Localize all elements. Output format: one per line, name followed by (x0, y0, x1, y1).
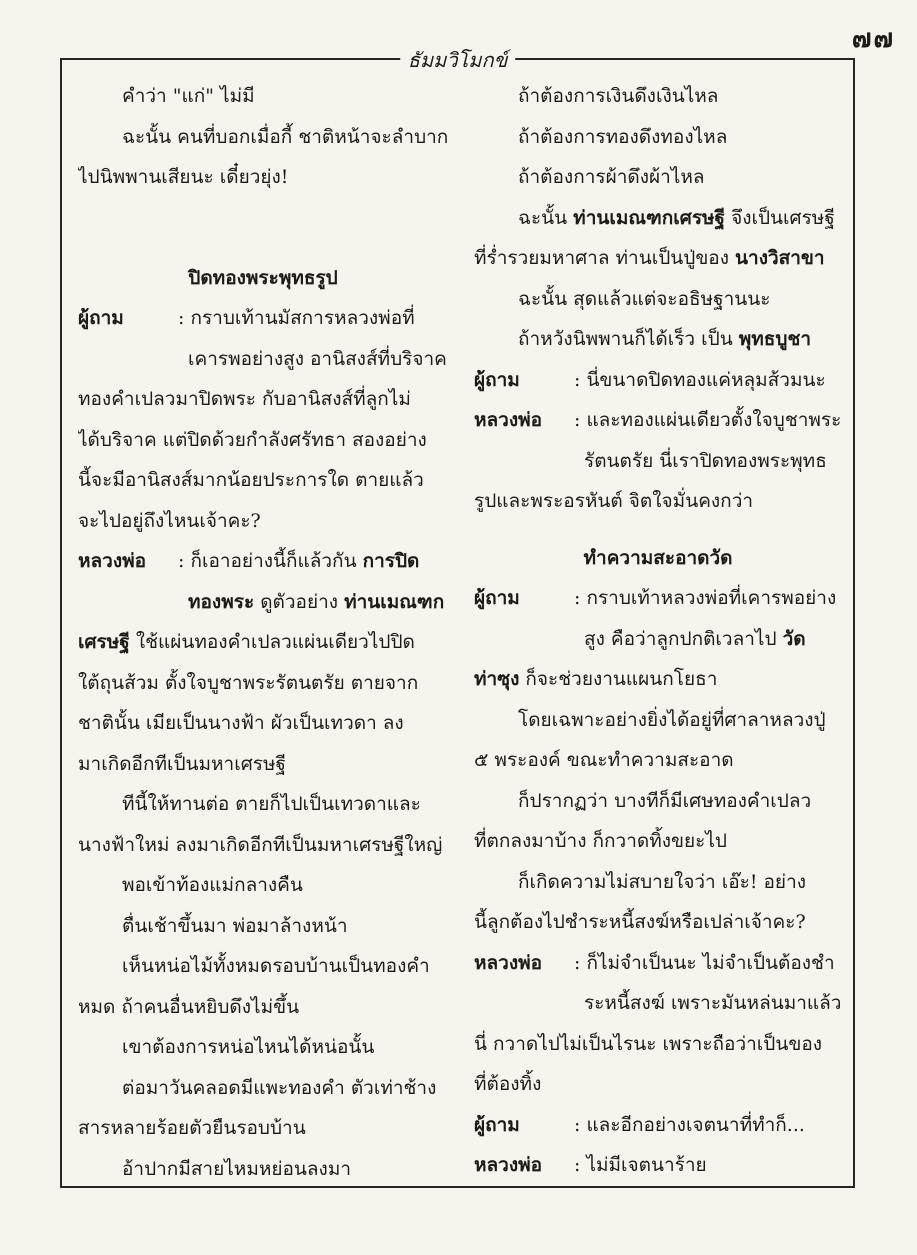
text-line: พอเข้าท้องแม่กลางคืน (122, 874, 303, 896)
text-line (474, 238, 842, 279)
text-line: หมด ถ้าคนอื่นหยิบดึงไม่ขึ้น (78, 995, 300, 1018)
text-line (474, 619, 842, 660)
text-line: เขาต้องการหน่อไหนได้หน่อนั้น (122, 1036, 375, 1058)
text-span: สูง คือว่าลูกปกติเวลาไป (584, 627, 777, 650)
text-line: ตื่นเช้าขึ้นมา พ่อมาล้างหน้า (122, 914, 348, 937)
text-line: สารหลายร้อยตัวยืนรอบบ้าน (78, 1117, 306, 1139)
text-line: ต่อมาวันคลอดมีแพะทองคำ ตัวเท่าช้าง (122, 1076, 437, 1099)
text-line: นี้จะมีอานิสงส์มากน้อยประการใด ตายแล้ว (78, 469, 424, 491)
text-span: เศรษฐี (78, 631, 130, 653)
text-line (474, 1145, 842, 1186)
speaker-label: ผู้ถาม (474, 587, 520, 609)
text-span: การปิด (362, 550, 420, 572)
text-span: ท่านเมณฑกเศรษฐี (573, 206, 726, 229)
text-span: : ก็ไม่จำเป็นนะ ไม่จำเป็นต้องชำ (574, 951, 835, 974)
text-line: รัตนตรัย นี่เราปิดทองพระพุทธ (584, 449, 827, 472)
text-line (474, 319, 842, 360)
text-line: ทีนี้ให้ทานต่อ ตายก็ไปเป็นเทวดาและ (122, 793, 421, 815)
text-line: ถ้าต้องการทองดึงทองไหล (518, 125, 728, 148)
text-line: ชาตินั้น เมียเป็นนางฟ้า ผัวเป็นเทวดา ลง (78, 712, 404, 734)
text-span: : กราบเท้าหลวงพ่อที่เคารพอย่าง (574, 587, 837, 609)
text-line: นางฟ้าใหม่ ลงมาเกิดอีกทีเป็นมหาเศรษฐีใหญ่ (78, 833, 443, 856)
speaker-label: ผู้ถาม (474, 368, 520, 391)
text-line: ๕ พระองค์ ขณะทำความสะอาด (474, 749, 734, 771)
text-line: อ้าปากมีสายไหมหย่อนลงมา (122, 1157, 352, 1180)
text-line: คำว่า "แก่" ไม่มี (122, 85, 255, 107)
text-line: ที่ต้องทิ้ง (474, 1073, 542, 1095)
speaker-label: หลวงพ่อ (474, 951, 543, 974)
text-line: ใต้ถุนส้วม ตั้งใจบูชาพระรัตนตรัย ตายจาก (78, 671, 419, 694)
text-line (78, 541, 448, 582)
text-span: ท่านเมณฑก (344, 590, 445, 613)
text-line: รูปและพระอรหันต์ จิตใจมั่นคงกว่า (474, 490, 754, 512)
text-line: มาเกิดอีกทีเป็นมหาเศรษฐี (78, 752, 286, 775)
text-line (78, 582, 448, 623)
text-span: ทองพระ (188, 590, 255, 613)
text-span: ถ้าหวังนิพพานก็ได้เร็ว เป็น (518, 328, 733, 350)
speaker-label: ผู้ถาม (474, 1113, 520, 1136)
text-line: เห็นหน่อไม้ทั้งหมดรอบบ้านเป็นทองคำ (122, 955, 430, 977)
text-line: ก็ปรากฏว่า บางทีก็มีเศษทองคำเปลว (518, 789, 812, 812)
text-line: จะไปอยู่ถึงไหนเจ้าคะ? (78, 509, 261, 532)
text-line: ไปนิพพานเสียนะ เดี๋ยวยุ่ง! (78, 166, 289, 188)
page-number: ๗๗ (851, 24, 895, 54)
text-line (474, 400, 842, 441)
text-line: นี้ลูกต้องไปชำระหนี้สงฆ์หรือเปล่าเจ้าคะ? (474, 911, 806, 933)
text-line: โดยเฉพาะอย่างยิ่งได้อยู่ที่ศาลาหลวงปู่ (518, 708, 826, 731)
text-line (78, 622, 448, 663)
text-span: : นี่ขนาดปิดทองแค่หลุมส้วมนะ (574, 368, 826, 391)
speaker-label: หลวงพ่อ (474, 1154, 543, 1176)
text-line: ทองคำเปลวมาปิดพระ กับอานิสงส์ที่ลูกไม่ (78, 388, 411, 410)
text-line (474, 659, 842, 700)
text-line: ฉะนั้น คนที่บอกเมื่อกี้ ชาติหน้าจะลำบาก (122, 125, 448, 148)
text-span: ท่าซุง (474, 668, 520, 690)
text-line: ระหนี้สงฆ์ เพราะมันหล่นมาแล้ว (584, 992, 842, 1014)
right-column (474, 76, 842, 1174)
text-line (474, 578, 842, 619)
text-span: ฉะนั้น (518, 206, 568, 229)
text-line: ก็เกิดความไม่สบายใจว่า เอ๊ะ! อย่าง (518, 870, 807, 893)
text-span: : ก็เอาอย่างนี้ก็แล้วกัน (178, 550, 357, 572)
text-span: ดูตัวอย่าง (260, 590, 339, 613)
text-span: นางวิสาขา (735, 247, 825, 269)
text-span: วัด (782, 627, 806, 650)
text-line (474, 1105, 842, 1146)
text-span: : ไม่มีเจตนาร้าย (574, 1154, 707, 1176)
speaker-label: หลวงพ่อ (78, 550, 147, 572)
text-span: : และทองแผ่นเดียวตั้งใจบูชาพระ (574, 409, 842, 431)
section-heading: ทำความสะอาดวัด (583, 546, 733, 569)
text-line: ถ้าต้องการผ้าดึงผ้าไหล (518, 166, 705, 188)
running-title: ธัมมวิโมกข์ (400, 44, 516, 76)
text-line: ได้บริจาค แต่ปิดด้วยกำลังศรัทธา สองอย่าง (78, 428, 427, 451)
speaker-label: ผู้ถาม (78, 307, 124, 329)
text-line: ถ้าต้องการเงินดึงเงินไหล (518, 85, 719, 107)
text-line (474, 198, 842, 239)
text-line (78, 298, 448, 339)
text-span: : กราบเท้านมัสการหลวงพ่อที่ (178, 307, 415, 329)
text-span: ที่ร่ำรวยมหาศาล ท่านเป็นปู่ของ (474, 247, 729, 269)
text-line: ฉะนั้น สุดแล้วแต่จะอธิษฐานนะ (518, 287, 771, 310)
text-span: พุทธบูชา (738, 328, 812, 350)
text-span: ก็จะช่วยงานแผนกโยธา (525, 668, 718, 690)
text-line (474, 360, 842, 401)
page-frame (60, 48, 855, 1188)
left-column (78, 76, 448, 1180)
section-heading: ปิดทองพระพุทธรูป (188, 266, 338, 289)
speaker-label: หลวงพ่อ (474, 409, 543, 431)
text-span: ใช้แผ่นทองคำเปลวแผ่นเดียวไปปิด (135, 631, 415, 653)
text-span: : และอีกอย่างเจตนาที่ทำก็... (574, 1113, 805, 1136)
text-line: ที่ตกลงมาบ้าง ก็กวาดทิ้งขยะไป (474, 830, 727, 852)
text-line: เคารพอย่างสูง อานิสงส์ที่บริจาค (188, 347, 447, 370)
text-line: นี่ กวาดไปไม่เป็นไรนะ เพราะถือว่าเป็นของ (474, 1032, 823, 1055)
text-line (474, 943, 842, 984)
text-span: จึงเป็นเศรษฐี (731, 206, 835, 229)
